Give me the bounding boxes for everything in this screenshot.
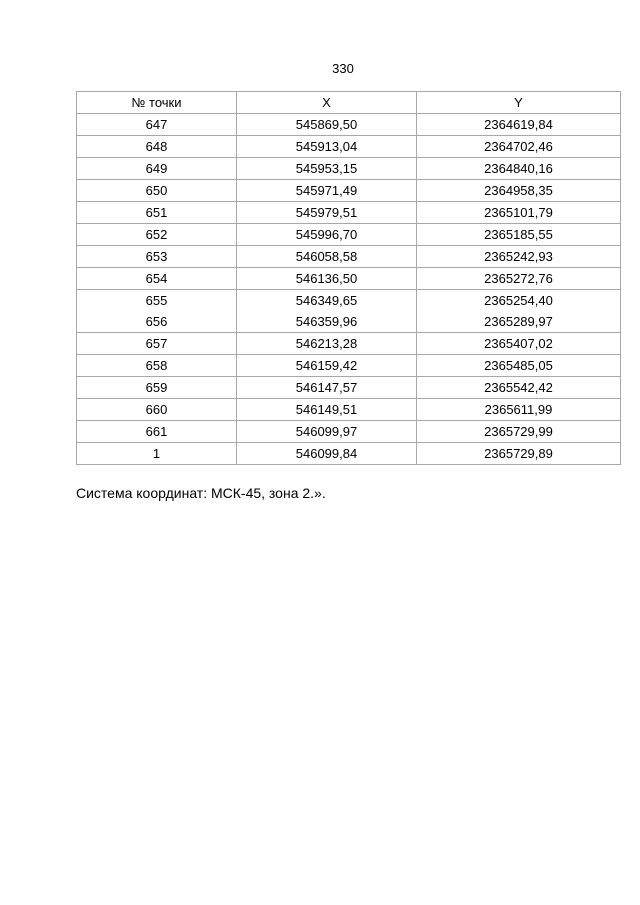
cell-y: 2365254,40 xyxy=(417,290,621,312)
cell-x: 546159,42 xyxy=(237,355,417,377)
table-row xyxy=(77,246,621,268)
table-row xyxy=(77,333,621,355)
cell-point-number: 647 xyxy=(77,114,237,136)
table-row xyxy=(77,377,621,399)
cell-y: 2365101,79 xyxy=(417,202,621,224)
column-header-point-number: № точки xyxy=(77,92,237,114)
cell-point-number: 657 xyxy=(77,333,237,355)
table-row xyxy=(77,224,621,246)
cell-y: 2365407,02 xyxy=(417,333,621,355)
cell-x: 546099,84 xyxy=(237,443,417,465)
cell-x: 546359,96 xyxy=(237,311,417,333)
cell-point-number: 1 xyxy=(77,443,237,465)
cell-point-number: 651 xyxy=(77,202,237,224)
cell-point-number: 658 xyxy=(77,355,237,377)
cell-x: 546349,65 xyxy=(237,290,417,312)
cell-x: 545953,15 xyxy=(237,158,417,180)
table-row xyxy=(77,268,621,290)
table-row xyxy=(77,290,621,312)
cell-x: 546149,51 xyxy=(237,399,417,421)
cell-x: 545869,50 xyxy=(237,114,417,136)
cell-y: 2364619,84 xyxy=(417,114,621,136)
table-header-row xyxy=(77,92,621,114)
cell-point-number: 656 xyxy=(77,311,237,333)
cell-point-number: 660 xyxy=(77,399,237,421)
cell-y: 2365485,05 xyxy=(417,355,621,377)
table-row xyxy=(77,114,621,136)
cell-point-number: 652 xyxy=(77,224,237,246)
table-row xyxy=(77,421,621,443)
cell-y: 2365272,76 xyxy=(417,268,621,290)
table-row xyxy=(77,136,621,158)
table-row xyxy=(77,443,621,465)
column-header-y: Y xyxy=(417,92,621,114)
cell-y: 2365611,99 xyxy=(417,399,621,421)
cell-x: 545971,49 xyxy=(237,180,417,202)
cell-point-number: 650 xyxy=(77,180,237,202)
cell-x: 546099,97 xyxy=(237,421,417,443)
cell-y: 2365729,89 xyxy=(417,443,621,465)
table-row xyxy=(77,311,621,333)
cell-point-number: 654 xyxy=(77,268,237,290)
column-header-x: X xyxy=(237,92,417,114)
cell-x: 545913,04 xyxy=(237,136,417,158)
cell-point-number: 653 xyxy=(77,246,237,268)
cell-point-number: 661 xyxy=(77,421,237,443)
coordinates-table xyxy=(76,91,621,465)
cell-point-number: 655 xyxy=(77,290,237,312)
cell-x: 546058,58 xyxy=(237,246,417,268)
table-row xyxy=(77,158,621,180)
table-row xyxy=(77,355,621,377)
cell-point-number: 649 xyxy=(77,158,237,180)
cell-y: 2365729,99 xyxy=(417,421,621,443)
cell-y: 2364702,46 xyxy=(417,136,621,158)
cell-y: 2364840,16 xyxy=(417,158,621,180)
cell-y: 2365542,42 xyxy=(417,377,621,399)
table-row xyxy=(77,202,621,224)
cell-x: 545979,51 xyxy=(237,202,417,224)
cell-x: 546147,57 xyxy=(237,377,417,399)
cell-x: 546213,28 xyxy=(237,333,417,355)
table-row xyxy=(77,180,621,202)
table-row xyxy=(77,399,621,421)
cell-y: 2365242,93 xyxy=(417,246,621,268)
cell-x: 546136,50 xyxy=(237,268,417,290)
cell-y: 2365289,97 xyxy=(417,311,621,333)
cell-y: 2365185,55 xyxy=(417,224,621,246)
cell-point-number: 648 xyxy=(77,136,237,158)
cell-point-number: 659 xyxy=(77,377,237,399)
cell-x: 545996,70 xyxy=(237,224,417,246)
coordinate-system-note: Система координат: МСК-45, зона 2.». xyxy=(76,485,326,501)
page-number: 330 xyxy=(332,61,354,76)
cell-y: 2364958,35 xyxy=(417,180,621,202)
